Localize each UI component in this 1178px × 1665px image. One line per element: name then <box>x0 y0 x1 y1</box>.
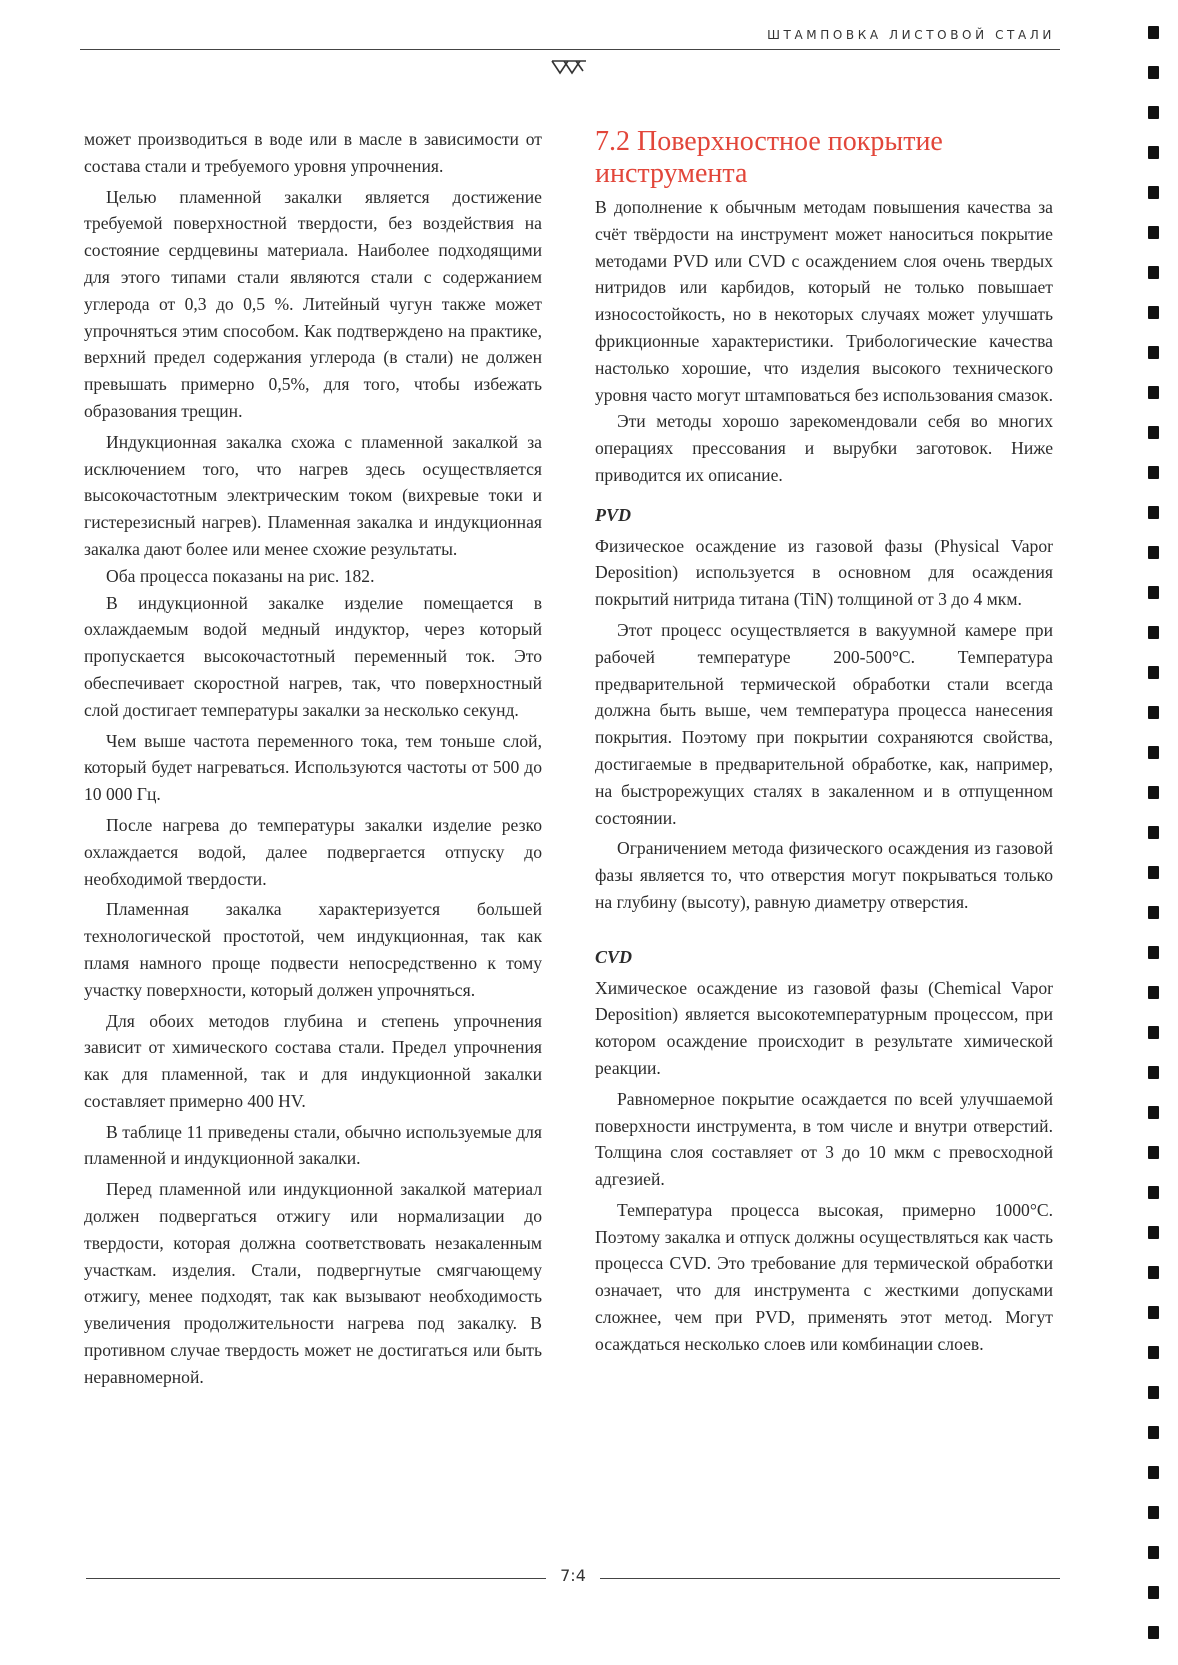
binding-hole <box>1148 1586 1159 1599</box>
binding-hole <box>1148 1546 1159 1559</box>
paragraph: Равномерное покрытие осаждается по всей улучшаемой поверхности инструмента, в том числе и внутри отверстий. Толщина слоя составляет от 3 до 10 мкм с превосходной адгезией. <box>595 1088 1053 1190</box>
binding-hole <box>1148 1466 1159 1479</box>
cvd-subheading: CVD <box>595 946 633 967</box>
binding-hole <box>1148 1186 1159 1199</box>
binding-hole <box>1148 866 1159 879</box>
binding-hole <box>1148 106 1159 119</box>
binding-hole <box>1148 546 1159 559</box>
paragraph: Перед пламенной или индукционной закалкой материал должен подвергаться отжигу или нормализации до твердости, которая должна соответствовать незакаленным участкам. изделия. Стали, подвергнутые смягчающему отжигу, менее подходят, так как вызывают необходимость увеличения продолжительности нагрева под закалку. В противном случае твердость может не достигаться или быть неравномерной. <box>84 1179 542 1387</box>
binding-hole <box>1148 1106 1159 1119</box>
binding-hole <box>1148 1626 1159 1639</box>
page-number: 7:4 <box>560 1566 586 1585</box>
binding-hole <box>1148 226 1159 239</box>
binding-hole <box>1148 1426 1159 1439</box>
binding-hole <box>1148 666 1159 679</box>
paragraph: Для обоих методов глубина и степень упрочнения зависит от химического состава стали. Предел упрочнения как для пламенной, так и для индукционной закалки составляет примерно 400 HV. <box>84 1010 542 1111</box>
binding-hole <box>1148 786 1159 799</box>
binding-hole <box>1148 626 1159 639</box>
paragraph: После нагрева до температуры закалки изделие резко охлаждается водой, далее подвергается отпуску до необходимой твердости. <box>84 814 542 889</box>
binding-hole <box>1148 426 1159 439</box>
paragraph: В таблице 11 приведены стали, обычно используемые для пламенной и индукционной закалки. <box>84 1121 542 1169</box>
footer-rule-right <box>600 1578 1060 1579</box>
paragraph: Химическое осаждение из газовой фазы (Chemical Vapor Deposition) является высокотемпературным процессом, при котором осаждение происходит в результате химической реакции. <box>595 977 1053 1078</box>
paragraph: Пламенная закалка характеризуется большей технологической простотой, чем индукционная, так как пламя намного проще подвести непосредственно к тому участку поверхности, который должен упрочняться. <box>84 899 542 1000</box>
pvd-subheading: PVD <box>595 504 631 525</box>
binding-hole <box>1148 1226 1159 1239</box>
binding-hole <box>1148 1346 1159 1359</box>
left-column <box>84 126 542 1391</box>
publisher-logo-icon <box>550 58 588 76</box>
binding-hole <box>1148 1146 1159 1159</box>
binding-hole <box>1148 1306 1159 1319</box>
binding-hole <box>1148 306 1159 319</box>
footer-rule-left <box>86 1578 546 1579</box>
paragraph: Чем выше частота переменного тока, тем тоньше слой, который будет нагреваться. Используются частоты от 500 до 10 000 Гц. <box>84 730 542 805</box>
paragraph: Эти методы хорошо зарекомендовали себя во многих операциях прессования и вырубки заготовок. Ниже приводится их описание. <box>595 411 1053 485</box>
binding-hole <box>1148 186 1159 199</box>
binding-hole <box>1148 1506 1159 1519</box>
paragraph: Индукционная закалка схожа с пламенной закалкой за исключением того, что нагрев здесь осуществляется высокочастотным электрическим током (вихревые токи и гистерезисный нагрев). Пламенная закалка и индукционная закалка дают более или менее схожие результаты. <box>84 431 542 559</box>
paragraph: В дополнение к обычным методам повышения качества за счёт твёрдости на инструмент может наноситься покрытие методами PVD или CVD с осаждением слоя очень твердых нитридов или карбидов, который не только повышает износостойкость, но в некоторых случаях может улучшать фрикционные характеристики. Трибологические качества настолько хорошие, что изделия высокого технического уровня часто могут штамповаться без использования смазок. <box>595 197 1053 405</box>
binding-hole <box>1148 1386 1159 1399</box>
binding-hole <box>1148 26 1159 39</box>
right-column <box>595 126 1053 1358</box>
binding-hole <box>1148 1266 1159 1279</box>
paragraph: Оба процесса показаны на рис. 182. <box>106 565 375 586</box>
binding-hole <box>1148 986 1159 999</box>
binding-hole <box>1148 266 1159 279</box>
paragraph: может производиться в воде или в масле в зависимости от состава стали и требуемого уровня упрочнения. <box>84 129 542 176</box>
binding-hole <box>1148 346 1159 359</box>
paragraph: Температура процесса высокая, примерно 1000°C. Поэтому закалка и отпуск должны осуществляться как часть процесса CVD. Это требование для термической обработки означает, что для инструмента с жесткими допусками сложнее, чем при PVD, применять этот метод. Могут осаждаться несколько слоев или комбинации слоев. <box>595 1199 1053 1354</box>
binding-hole <box>1148 706 1159 719</box>
running-header-title: ШТАМПОВКА ЛИСТОВОЙ СТАЛИ <box>767 28 1055 42</box>
binding-hole <box>1148 906 1159 919</box>
header-rule <box>80 49 1060 50</box>
paragraph: Физическое осаждение из газовой фазы (Physical Vapor Deposition) используется в основном для осаждения покрытий нитрида титана (TiN) толщиной от 3 до 4 мкм. <box>595 535 1053 610</box>
binding-hole <box>1148 66 1159 79</box>
binding-hole <box>1148 466 1159 479</box>
paragraph: Целью пламенной закалки является достижение требуемой поверхностной твердости, без воздействия на состояние сердцевины материала. Наиболее подходящими для этого типами стали являются стали с содержанием углерода от 0,3 до 0,5 %. Литейный чугун также может упрочняться этим способом. Как подтверждено на практике, верхний предел содержания углерода (в стали) не должен превышать примерно 0,5%, для того, чтобы избежать образования трещин. <box>84 186 542 421</box>
binding-hole <box>1148 146 1159 159</box>
binding-hole <box>1148 506 1159 519</box>
binding-hole <box>1148 386 1159 399</box>
spiral-binding-holes <box>1148 0 1178 1665</box>
binding-hole <box>1148 746 1159 759</box>
paragraph: В индукционной закалке изделие помещается в охлаждаемым водой медный индуктор, через который пропускается высокочастотный переменный ток. Это обеспечивает скоростной нагрев, так, что поверхностный слой достигает температуры закалки за несколько секунд. <box>84 592 542 720</box>
section-heading: 7.2 Поверхностное покрытие инструмента <box>595 126 943 189</box>
paragraph: Ограничением метода физического осаждения из газовой фазы является то, что отверстия могут покрываться только на глубину (высоту), равную диаметру отверстия. <box>595 838 1053 912</box>
binding-hole <box>1148 1026 1159 1039</box>
binding-hole <box>1148 586 1159 599</box>
binding-hole <box>1148 946 1159 959</box>
binding-hole <box>1148 826 1159 839</box>
paragraph: Этот процесс осуществляется в вакуумной камере при рабочей температуре 200-500°C. Температура предварительной термической обработки стали всегда должна быть выше, чем температура процесса нанесения покрытия. Поэтому при покрытии сохраняются свойства, достигаемые в предварительной обработке, как, например, на быстрорежущих сталях в закаленном и в отпущенном состоянии. <box>595 619 1053 828</box>
binding-hole <box>1148 1066 1159 1079</box>
